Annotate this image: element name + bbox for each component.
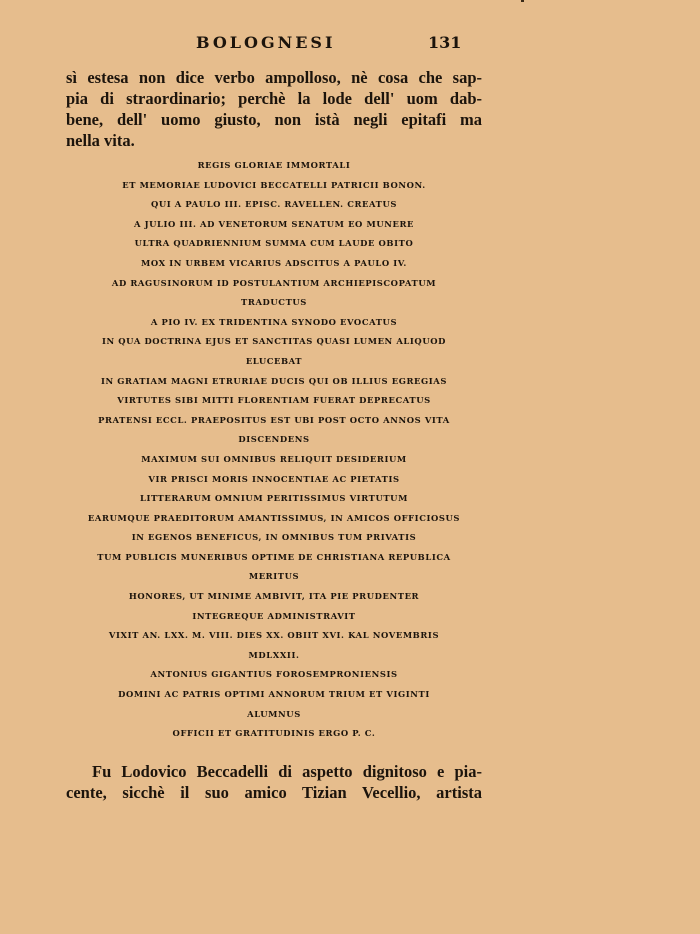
text-line: pia di straordinario; perchè la lode dell' uom dab-	[66, 89, 482, 108]
text-line: cente, sicchè il suo amico Tizian Vecellio, artista	[66, 783, 482, 802]
inscription-line: TUM PUBLICIS MUNERIBUS OPTIME DE CHRISTIANA REPUBLICA	[97, 551, 451, 562]
epitaph-inscription	[66, 156, 482, 744]
paragraph-bottom	[66, 761, 482, 803]
inscription-line: REGIS GLORIAE IMMORTALI	[197, 160, 351, 170]
inscription-line: MERITUS	[248, 571, 300, 582]
page-number: 131	[428, 33, 462, 52]
inscription-line: ALUMNUS	[247, 708, 301, 719]
paragraph-top	[66, 67, 482, 151]
inscription-line: LITTERARUM OMNIUM PERITISSIMUS VIRTUTUM	[140, 493, 408, 504]
inscription-line: EARUMQUE PRAEDITORUM AMANTISSIMUS, IN AMICOS OFFICIOSUS	[87, 512, 461, 523]
inscription-line: VIRTUTES SIBI MITTI FLORENTIAM FUERAT DEPRECATUS	[117, 395, 431, 406]
inscription-line: QUI A PAULO III. EPISC. RAVELLEN. CREATUS	[150, 199, 398, 210]
inscription-line: MAXIMUM SUI OMNIBUS RELIQUIT DESIDERIUM	[141, 453, 407, 464]
inscription-line: IN GRATIAM MAGNI ETRURIAE DUCIS QUI OB ILLIUS EGREGIAS	[100, 375, 448, 386]
text-line: bene, dell' uomo giusto, non istà negli epitafi ma	[66, 110, 482, 129]
inscription-line: ET MEMORIAE LUDOVICI BECCATELLI PATRICII BONON.	[122, 179, 426, 190]
inscription-line: MDLXXII.	[248, 649, 300, 660]
inscription-line: ANTONIUS GIGANTIUS FOROSEMPRONIENSIS	[150, 669, 398, 680]
inscription-line: IN EGENOS BENEFICUS, IN OMNIBUS TUM PRIVATIS	[131, 532, 417, 543]
page-header	[0, 33, 700, 55]
inscription-line: A JULIO III. AD VENETORUM SENATUM EO MUNERE	[133, 218, 415, 229]
inscription-line: A PIO IV. EX TRIDENTINA SYNODO EVOCATUS	[150, 316, 398, 327]
inscription-line: PRATENSI ECCL. PRAEPOSITUS EST UBI POST OCTO ANNOS VITA	[98, 414, 450, 425]
inscription-line: TRADUCTUS	[241, 297, 307, 308]
inscription-line: DOMINI AC PATRIS OPTIMI ANNORUM TRIUM ET VIGINTI	[118, 689, 430, 700]
inscription-line: MOX IN URBEM VICARIUS ADSCITUS A PAULO IV.	[141, 257, 407, 268]
inscription-line: DISCENDENS	[238, 434, 310, 445]
page-edge-mark	[521, 0, 524, 2]
inscription-line: VIXIT AN. LXX. M. VIII. DIES XX. OBIIT XVI. KAL NOVEMBRIS	[108, 630, 440, 641]
inscription-line: VIR PRISCI MORIS INNOCENTIAE AC PIETATIS	[148, 473, 400, 484]
inscription-line: ULTRA QUADRIENNIUM SUMMA CUM LAUDE OBITO	[134, 238, 414, 249]
inscription-line: OFFICII ET GRATITUDINIS ERGO P. C.	[172, 728, 376, 739]
inscription-line: AD RAGUSINORUM ID POSTULANTIUM ARCHIEPISCOPATUM	[111, 277, 437, 288]
inscription-line: IN QUA DOCTRINA EJUS ET SANCTITAS QUASI LUMEN ALIQUOD	[102, 336, 446, 347]
inscription-line: ELUCEBAT	[245, 355, 303, 366]
inscription-line: INTEGREQUE ADMINISTRAVIT	[192, 610, 356, 621]
inscription-line: HONORES, UT MINIME AMBIVIT, ITA PIE PRUDENTER	[128, 591, 420, 602]
text-line: Fu Lodovico Beccadelli di aspetto dignitoso e pia-	[92, 762, 482, 781]
text-line: nella vita.	[66, 131, 135, 150]
text-line: sì estesa non dice verbo ampolloso, nè cosa che sap-	[66, 68, 482, 87]
running-title: BOLOGNESI	[196, 33, 336, 52]
